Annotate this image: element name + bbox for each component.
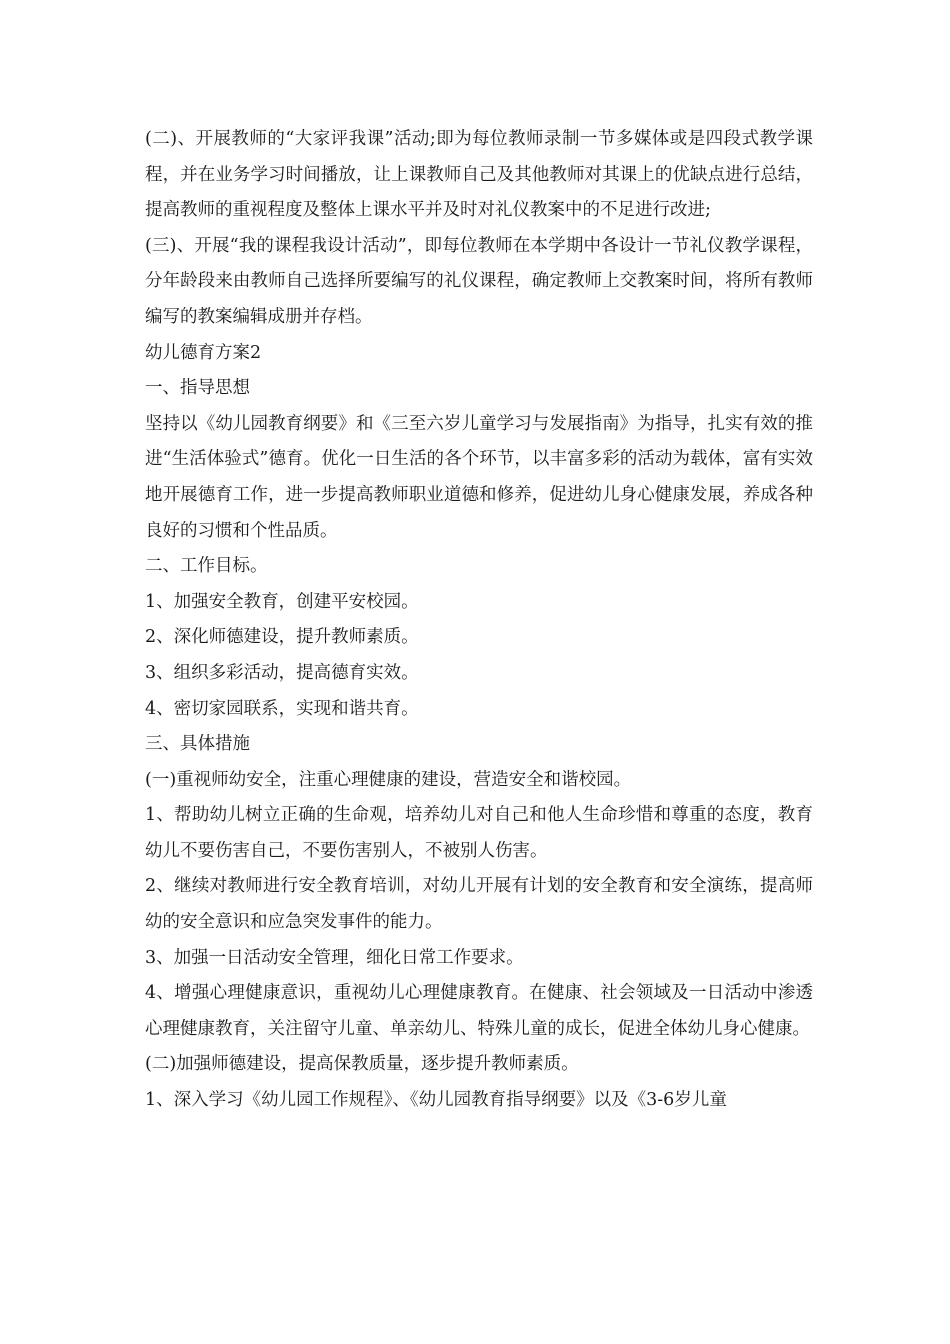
document-body (145, 122, 813, 1119)
heading-specific-measures: 三、具体措施 (145, 734, 250, 755)
goal-item-2: 2、深化师德建设，提升教师素质。 (145, 627, 419, 648)
paragraph-guiding-ideology: 坚持以《幼儿园教育纲要》和《三至六岁儿童学习与发展指南》为指导，扎实有效的推进“生活体验式”德育。优化一日生活的各个环节，以丰富多彩的活动为载体，富有实效地开展德育工作，进一步提高教师职业道德和修养，促进幼儿身心健康发展，养成各种良好的习惯和个性品质。 (145, 413, 813, 541)
measure-item-3: 3、加强一日活动安全管理，细化日常工作要求。 (145, 947, 524, 968)
goal-item-1: 1、加强安全教育，创建平安校园。 (145, 591, 419, 612)
paragraph-activity-3: (三)、开展“我的课程我设计活动”，即每位教师在本学期中各设计一节礼仪教学课程，分年龄段来由教师自己选择所要编写的礼仪课程，确定教师上交教案时间，将所有教师编写的教案编辑成册并存档。 (145, 235, 813, 327)
measure-item-1: 1、帮助幼儿树立正确的生命观，培养幼儿对自己和他人生命珍惜和尊重的态度，教育幼儿不要伤害自己，不要伤害别人，不被别人伤害。 (145, 805, 813, 861)
section-title-plan-2: 幼儿德育方案2 (145, 342, 262, 363)
measure-item-2: 2、继续对教师进行安全教育培训，对幼儿开展有计划的安全教育和安全演练，提高师幼的安全意识和应急突发事件的能力。 (145, 876, 813, 933)
measure-item-4: 4、增强心理健康意识，重视幼儿心理健康教育。在健康、社会领域及一日活动中渗透心理健康教育，关注留守儿童、单亲幼儿、特殊儿童的成长，促进全体幼儿身心健康。 (145, 983, 813, 1039)
ethics-item-1: 1、深入学习《幼儿园工作规程》、《幼儿园教育指导纲要》以及《3-6岁儿童 (145, 1090, 727, 1111)
heading-guiding-ideology: 一、指导思想 (145, 378, 250, 399)
goal-item-4: 4、密切家园联系，实现和谐共育。 (145, 698, 419, 719)
subheading-safety: (一)重视师幼安全，注重心理健康的建设，营造安全和谐校园。 (145, 769, 632, 790)
goal-item-3: 3、组织多彩活动，提高德育实效。 (145, 662, 419, 683)
heading-work-goals: 二、工作目标。 (145, 556, 268, 577)
subheading-teacher-ethics: (二)加强师德建设，提高保教质量，逐步提升教师素质。 (145, 1054, 579, 1075)
paragraph-activity-2: (二)、开展教师的“大家评我课”活动;即为每位教师录制一节多媒体或是四段式教学课程，并在业务学习时间播放，让上课教师自己及其他教师对其课上的优缺点进行总结，提高教师的重视程度及整体上课水平并及时对礼仪教案中的不足进行改进; (145, 129, 813, 221)
